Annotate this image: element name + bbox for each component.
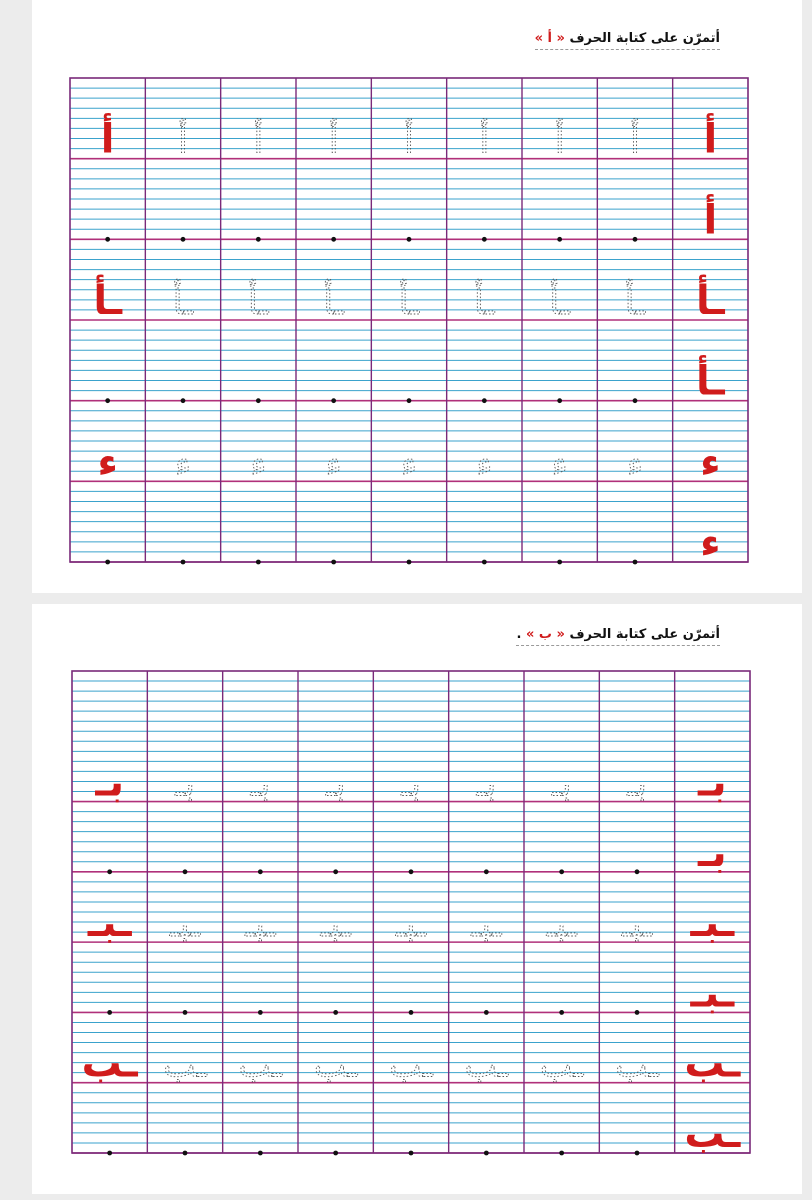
start-dot (105, 398, 110, 403)
start-dot (331, 560, 336, 565)
trace-letter: أ (178, 121, 188, 162)
start-dot (633, 560, 638, 565)
trace-letter: أ (253, 121, 264, 162)
handwriting-grid (32, 0, 802, 593)
trace-letter: ـأ (248, 283, 269, 323)
model-letter: بـ (697, 829, 727, 876)
trace-letter: ـبـ (546, 905, 577, 946)
start-dot (635, 1010, 640, 1015)
start-dot (409, 869, 414, 874)
repeat-letter: ء (97, 439, 118, 486)
trace-letter: أ (630, 121, 640, 162)
model-letter: بـ (697, 759, 727, 806)
repeat-letter: أ (100, 116, 115, 163)
start-dot (559, 1151, 564, 1156)
start-dot (331, 237, 336, 242)
trace-letter: ـبـ (621, 905, 653, 946)
trace-letter: أ (328, 121, 339, 162)
title-open-quote: « (556, 31, 565, 46)
repeat-letter: ـأ (93, 278, 123, 324)
trace-letter: ـب (389, 1045, 433, 1086)
trace-letter: أ (554, 121, 565, 162)
trace-letter: ـب (539, 1045, 584, 1086)
start-dot (333, 1010, 338, 1015)
title-end: . (516, 627, 522, 642)
start-dot (256, 398, 261, 403)
start-dot (557, 237, 562, 242)
start-dot (633, 398, 638, 403)
start-dot (181, 398, 186, 403)
start-dot (107, 1151, 112, 1156)
trace-letter: بـ (627, 764, 647, 805)
title-text: أتمرّن على كتابة الحرف (569, 627, 720, 642)
trace-letter: أ (479, 121, 490, 162)
start-dot (557, 560, 562, 565)
trace-letter: ء (627, 444, 643, 485)
start-dot (559, 869, 564, 874)
trace-letter: ـبـ (471, 905, 502, 946)
trace-letter: ـأ (172, 283, 194, 323)
start-dot (107, 1010, 112, 1015)
trace-letter: ـب (163, 1045, 207, 1086)
title-text: أتمرّن على كتابة الحرف (569, 31, 720, 46)
start-dot (482, 560, 487, 565)
trace-letter: ـب (615, 1045, 659, 1086)
model-letter: ء (700, 520, 721, 566)
start-dot (559, 1010, 564, 1015)
title-open-quote: « (556, 627, 565, 642)
start-dot (633, 237, 638, 242)
start-dot (105, 560, 110, 565)
worksheet-beh (32, 604, 802, 1194)
trace-letter: بـ (476, 764, 497, 805)
repeat-letter: ـبـ (87, 900, 132, 947)
start-dot (482, 237, 487, 242)
trace-letter: ـأ (474, 283, 495, 323)
trace-letter: ـب (464, 1045, 509, 1086)
trace-letter: أ (404, 121, 414, 162)
start-dot (557, 398, 562, 403)
start-dot (181, 560, 186, 565)
trace-letter: بـ (551, 764, 572, 805)
trace-letter: ء (175, 444, 191, 485)
start-dot (635, 1151, 640, 1156)
start-dot (256, 560, 261, 565)
start-dot (409, 1010, 414, 1015)
start-dot (635, 869, 640, 874)
trace-letter: بـ (401, 764, 421, 805)
start-dot (105, 237, 110, 242)
start-dot (484, 869, 489, 874)
start-dot (183, 869, 188, 874)
trace-letter: ء (476, 444, 493, 485)
model-letter: أ (703, 116, 718, 163)
start-dot (258, 1010, 263, 1015)
start-dot (407, 237, 412, 242)
trace-letter: ـب (238, 1045, 283, 1086)
model-letter: ء (700, 439, 721, 486)
model-letter: ـب (684, 1111, 741, 1157)
start-dot (333, 869, 338, 874)
model-letter: ـأ (695, 278, 725, 324)
start-dot (484, 1151, 489, 1156)
title-letter: ب (538, 627, 552, 642)
model-letter: أ (703, 197, 718, 244)
start-dot (333, 1151, 338, 1156)
trace-letter: ء (325, 444, 342, 485)
trace-letter: ـبـ (320, 905, 351, 946)
worksheet-alef (32, 0, 802, 593)
start-dot (183, 1151, 188, 1156)
trace-letter: بـ (325, 764, 346, 805)
start-dot (407, 398, 412, 403)
handwriting-grid (32, 604, 802, 1194)
trace-letter: ـبـ (245, 905, 276, 946)
start-dot (484, 1010, 489, 1015)
start-dot (107, 869, 112, 874)
trace-letter: ـأ (624, 283, 646, 323)
title-close-quote: » (525, 627, 535, 642)
trace-letter: ـب (313, 1045, 358, 1086)
trace-letter: ـأ (549, 283, 570, 323)
start-dot (482, 398, 487, 403)
start-dot (181, 237, 186, 242)
start-dot (256, 237, 261, 242)
model-letter: ـبـ (690, 900, 735, 947)
trace-letter: بـ (175, 764, 195, 805)
start-dot (258, 1151, 263, 1156)
start-dot (258, 869, 263, 874)
trace-letter: ـبـ (169, 905, 201, 946)
trace-letter: ء (551, 444, 568, 485)
model-letter: ـب (684, 1040, 741, 1087)
start-dot (331, 398, 336, 403)
trace-letter: ـأ (323, 283, 344, 323)
trace-letter: ـأ (398, 283, 420, 323)
trace-letter: ء (250, 444, 267, 485)
title-close-quote: » (534, 31, 543, 46)
trace-letter: ـبـ (395, 905, 427, 946)
model-letter: ـبـ (690, 970, 735, 1017)
repeat-letter: بـ (95, 759, 125, 806)
start-dot (183, 1010, 188, 1015)
start-dot (407, 560, 412, 565)
title-letter: أ (547, 31, 552, 46)
trace-letter: بـ (250, 764, 271, 805)
start-dot (409, 1151, 414, 1156)
model-letter: ـأ (695, 358, 725, 405)
trace-letter: ء (401, 444, 417, 485)
repeat-letter: ـب (81, 1040, 138, 1087)
